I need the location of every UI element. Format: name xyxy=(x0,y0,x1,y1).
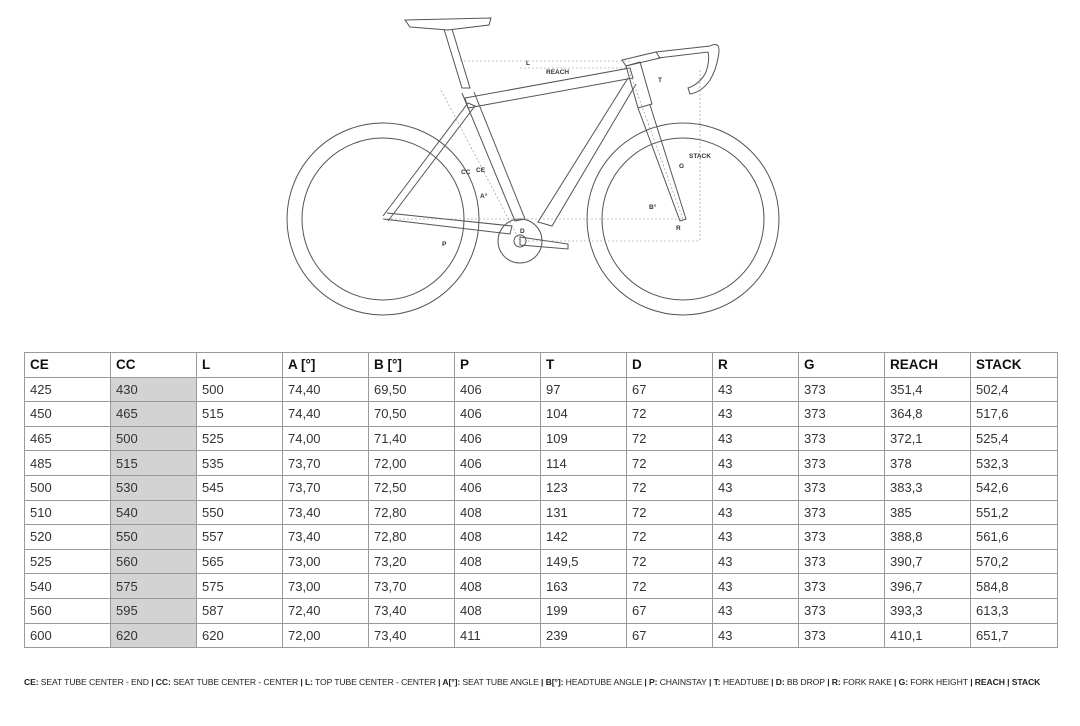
column-header: P xyxy=(455,353,541,378)
seatstay xyxy=(383,103,475,221)
table-cell: 378 xyxy=(885,451,971,476)
table-cell: 373 xyxy=(799,525,885,550)
table-cell: 72,40 xyxy=(283,598,369,623)
seat-tube-axis xyxy=(440,88,520,241)
table-cell: 385 xyxy=(885,500,971,525)
table-cell: 73,70 xyxy=(283,451,369,476)
table-cell: 540 xyxy=(111,500,197,525)
table-cell: 43 xyxy=(713,500,799,525)
legend-separator: | xyxy=(891,677,899,687)
table-cell: 43 xyxy=(713,525,799,550)
table-cell: 149,5 xyxy=(541,549,627,574)
table-row xyxy=(25,500,1058,525)
bike-geometry-diagram xyxy=(270,8,810,328)
legend-key: R: xyxy=(831,677,841,687)
legend-text: TOP TUBE CENTER - CENTER xyxy=(312,677,436,687)
table-cell: 72,00 xyxy=(369,451,455,476)
label-l: L xyxy=(526,60,530,67)
table-cell: 67 xyxy=(627,598,713,623)
table-row xyxy=(25,475,1058,500)
table-cell: 373 xyxy=(799,426,885,451)
table-cell: 43 xyxy=(713,377,799,402)
label-d: D xyxy=(520,228,525,235)
table-cell: 72 xyxy=(627,574,713,599)
table-cell: 373 xyxy=(799,623,885,648)
table-cell: 485 xyxy=(25,451,111,476)
table-cell: 43 xyxy=(713,402,799,427)
table-cell: 542,6 xyxy=(971,475,1058,500)
legend-separator: | xyxy=(706,677,714,687)
table-cell: 72,80 xyxy=(369,500,455,525)
label-p: P xyxy=(442,241,447,248)
table-cell: 43 xyxy=(713,623,799,648)
legend-separator: | xyxy=(298,677,305,687)
column-header: G xyxy=(799,353,885,378)
table-cell: 373 xyxy=(799,402,885,427)
legend-key: B[°]: xyxy=(545,677,564,687)
table-cell: 43 xyxy=(713,598,799,623)
table-cell: 587 xyxy=(197,598,283,623)
table-cell: 239 xyxy=(541,623,627,648)
table-cell: 104 xyxy=(541,402,627,427)
saddle xyxy=(405,18,491,30)
table-cell: 408 xyxy=(455,500,541,525)
table-cell: 510 xyxy=(25,500,111,525)
table-cell: 73,00 xyxy=(283,574,369,599)
table-cell: 388,8 xyxy=(885,525,971,550)
table-cell: 502,4 xyxy=(971,377,1058,402)
table-cell: 408 xyxy=(455,598,541,623)
table-row xyxy=(25,525,1058,550)
table-cell: 123 xyxy=(541,475,627,500)
table-cell: 72 xyxy=(627,402,713,427)
table-cell: 393,3 xyxy=(885,598,971,623)
table-cell: 535 xyxy=(197,451,283,476)
table-cell: 163 xyxy=(541,574,627,599)
table-cell: 515 xyxy=(111,451,197,476)
column-header: T xyxy=(541,353,627,378)
chainstay xyxy=(383,213,512,234)
table-cell: 550 xyxy=(111,525,197,550)
legend-text: SEAT TUBE CENTER - END xyxy=(38,677,149,687)
legend-separator: | xyxy=(148,677,156,687)
table-cell: 517,6 xyxy=(971,402,1058,427)
table-cell: 373 xyxy=(799,549,885,574)
table-cell: 570,2 xyxy=(971,549,1058,574)
table-cell: 465 xyxy=(25,426,111,451)
table-cell: 396,7 xyxy=(885,574,971,599)
legend-text: CHAINSTAY xyxy=(657,677,707,687)
table-cell: 390,7 xyxy=(885,549,971,574)
table-row xyxy=(25,549,1058,574)
bike-outline-svg xyxy=(270,8,810,328)
table-cell: 67 xyxy=(627,377,713,402)
legend-separator: | xyxy=(538,677,546,687)
table-cell: 540 xyxy=(25,574,111,599)
table-cell: 560 xyxy=(111,549,197,574)
crank-arm xyxy=(520,237,568,249)
table-cell: 72 xyxy=(627,525,713,550)
table-row xyxy=(25,598,1058,623)
head-axis xyxy=(628,68,683,219)
table-cell: 73,00 xyxy=(283,549,369,574)
table-cell: 72 xyxy=(627,475,713,500)
abbreviation-legend xyxy=(24,677,1064,687)
legend-key: G: xyxy=(898,677,908,687)
legend-key: P: xyxy=(649,677,658,687)
table-row xyxy=(25,451,1058,476)
table-cell: 373 xyxy=(799,574,885,599)
table-cell: 97 xyxy=(541,377,627,402)
legend-separator: | xyxy=(824,677,832,687)
table-cell: 72,00 xyxy=(283,623,369,648)
label-t: T xyxy=(658,77,662,84)
column-header: CC xyxy=(111,353,197,378)
legend-key: STACK xyxy=(1011,677,1041,687)
table-cell: 515 xyxy=(197,402,283,427)
table-cell: 383,3 xyxy=(885,475,971,500)
table-cell: 373 xyxy=(799,500,885,525)
table-cell: 406 xyxy=(455,426,541,451)
legend-key: A[°]: xyxy=(442,677,461,687)
table-cell: 74,40 xyxy=(283,402,369,427)
legend-text: SEAT TUBE ANGLE xyxy=(460,677,539,687)
handlebar xyxy=(656,45,719,95)
legend-text: HEADTUBE ANGLE xyxy=(563,677,643,687)
table-cell: 73,40 xyxy=(283,525,369,550)
table-cell: 73,70 xyxy=(283,475,369,500)
table-cell: 561,6 xyxy=(971,525,1058,550)
column-header: REACH xyxy=(885,353,971,378)
table-cell: 620 xyxy=(197,623,283,648)
table-cell: 73,40 xyxy=(369,598,455,623)
table-cell: 408 xyxy=(455,525,541,550)
table-cell: 450 xyxy=(25,402,111,427)
table-row xyxy=(25,623,1058,648)
legend-separator: | xyxy=(768,677,776,687)
seatpost xyxy=(444,29,470,88)
table-cell: 595 xyxy=(111,598,197,623)
table-cell: 72 xyxy=(627,451,713,476)
table-cell: 551,2 xyxy=(971,500,1058,525)
table-cell: 73,20 xyxy=(369,549,455,574)
table-cell: 408 xyxy=(455,549,541,574)
table-cell: 43 xyxy=(713,475,799,500)
table-cell: 575 xyxy=(197,574,283,599)
column-header: STACK xyxy=(971,353,1058,378)
table-cell: 72 xyxy=(627,426,713,451)
table-cell: 500 xyxy=(111,426,197,451)
label-g: G xyxy=(679,163,685,170)
legend-text: BB DROP xyxy=(784,677,825,687)
column-header: CE xyxy=(25,353,111,378)
table-cell: 43 xyxy=(713,451,799,476)
table-cell: 465 xyxy=(111,402,197,427)
table-cell: 373 xyxy=(799,598,885,623)
table-cell: 364,8 xyxy=(885,402,971,427)
table-cell: 72,80 xyxy=(369,525,455,550)
table-row xyxy=(25,377,1058,402)
table-cell: 565 xyxy=(197,549,283,574)
table-cell: 408 xyxy=(455,574,541,599)
table-cell: 500 xyxy=(197,377,283,402)
table-cell: 72 xyxy=(627,500,713,525)
table-cell: 550 xyxy=(197,500,283,525)
column-header: B [°] xyxy=(369,353,455,378)
table-cell: 142 xyxy=(541,525,627,550)
table-cell: 67 xyxy=(627,623,713,648)
table-cell: 525,4 xyxy=(971,426,1058,451)
legend-separator: | xyxy=(642,677,649,687)
table-cell: 372,1 xyxy=(885,426,971,451)
label-cc: CC xyxy=(461,169,471,176)
legend-separator: | xyxy=(435,677,443,687)
table-cell: 613,3 xyxy=(971,598,1058,623)
table-cell: 600 xyxy=(25,623,111,648)
legend-text: SEAT TUBE CENTER - CENTER xyxy=(170,677,299,687)
legend-key: D: xyxy=(775,677,785,687)
table-cell: 43 xyxy=(713,574,799,599)
table-cell: 43 xyxy=(713,426,799,451)
table-cell: 74,00 xyxy=(283,426,369,451)
table-cell: 43 xyxy=(713,549,799,574)
label-b: B° xyxy=(649,204,657,211)
table-cell: 71,40 xyxy=(369,426,455,451)
column-header: D xyxy=(627,353,713,378)
table-cell: 109 xyxy=(541,426,627,451)
table-cell: 199 xyxy=(541,598,627,623)
down-tube xyxy=(538,78,636,226)
table-cell: 406 xyxy=(455,475,541,500)
table-cell: 406 xyxy=(455,402,541,427)
table-body xyxy=(25,377,1058,648)
legend-key: REACH xyxy=(974,677,1005,687)
table-cell: 70,50 xyxy=(369,402,455,427)
label-reach: REACH xyxy=(546,69,570,76)
legend-separator: | xyxy=(967,677,975,687)
table-cell: 406 xyxy=(455,377,541,402)
table-cell: 373 xyxy=(799,451,885,476)
table-cell: 72,50 xyxy=(369,475,455,500)
table-cell: 525 xyxy=(25,549,111,574)
table-cell: 530 xyxy=(111,475,197,500)
table-cell: 575 xyxy=(111,574,197,599)
table-cell: 411 xyxy=(455,623,541,648)
table-cell: 351,4 xyxy=(885,377,971,402)
table-cell: 114 xyxy=(541,451,627,476)
column-header: L xyxy=(197,353,283,378)
table-cell: 620 xyxy=(111,623,197,648)
table-row xyxy=(25,574,1058,599)
legend-text: FORK RAKE xyxy=(840,677,892,687)
legend-key: L: xyxy=(304,677,313,687)
table-cell: 545 xyxy=(197,475,283,500)
table-row xyxy=(25,402,1058,427)
table-header-row xyxy=(25,353,1058,378)
table-cell: 425 xyxy=(25,377,111,402)
table-cell: 74,40 xyxy=(283,377,369,402)
table-cell: 430 xyxy=(111,377,197,402)
table-cell: 500 xyxy=(25,475,111,500)
table-cell: 525 xyxy=(197,426,283,451)
legend-key: CC: xyxy=(155,677,171,687)
table-cell: 72 xyxy=(627,549,713,574)
table-row xyxy=(25,426,1058,451)
table-cell: 373 xyxy=(799,475,885,500)
table-cell: 406 xyxy=(455,451,541,476)
table-cell: 557 xyxy=(197,525,283,550)
label-r: R xyxy=(676,225,681,232)
table-cell: 73,40 xyxy=(283,500,369,525)
legend-separator: | xyxy=(1004,677,1012,687)
legend-text: HEADTUBE xyxy=(720,677,769,687)
table-cell: 131 xyxy=(541,500,627,525)
table-cell: 532,3 xyxy=(971,451,1058,476)
column-header: R xyxy=(713,353,799,378)
table-cell: 69,50 xyxy=(369,377,455,402)
table-cell: 560 xyxy=(25,598,111,623)
label-stack: STACK xyxy=(689,153,711,160)
legend-key: T: xyxy=(713,677,721,687)
legend-text: FORK HEIGHT xyxy=(907,677,968,687)
legend-key: CE: xyxy=(24,677,39,687)
label-ce: CE xyxy=(476,167,486,174)
table-cell: 73,70 xyxy=(369,574,455,599)
table-cell: 73,40 xyxy=(369,623,455,648)
table-cell: 584,8 xyxy=(971,574,1058,599)
geometry-table xyxy=(24,352,1058,648)
table-cell: 410,1 xyxy=(885,623,971,648)
label-a: A° xyxy=(480,193,488,200)
column-header: A [°] xyxy=(283,353,369,378)
table-cell: 373 xyxy=(799,377,885,402)
table-cell: 651,7 xyxy=(971,623,1058,648)
table-cell: 520 xyxy=(25,525,111,550)
